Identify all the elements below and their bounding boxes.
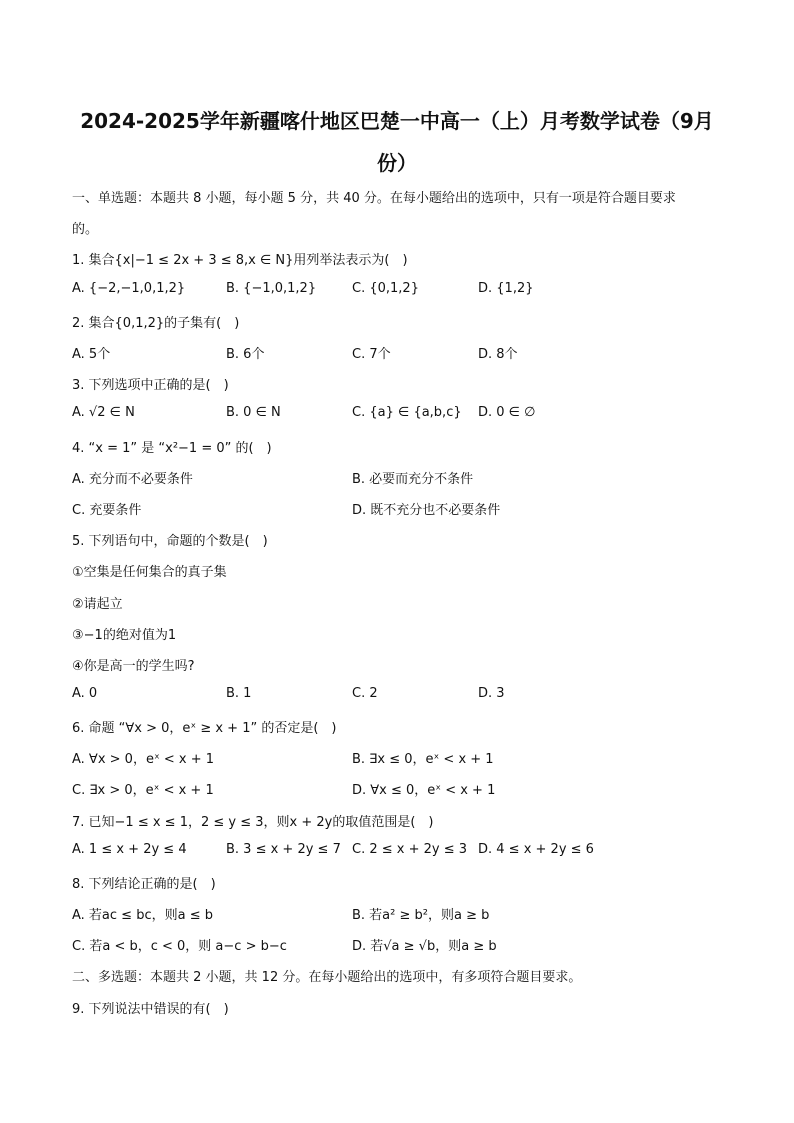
- section-1-header: 一、单选题：本题共 8 小题，每小题 5 分，共 40 分。在每小题给出的选项中，只有一项是符合题目要求: [72, 191, 676, 206]
- question-5-option-d: D. 3: [478, 686, 505, 701]
- question-6-option-a: A. ∀x > 0，eˣ < x + 1: [72, 752, 214, 767]
- question-6-option-b: B. ∃x ≤ 0，eˣ < x + 1: [352, 752, 494, 767]
- question-4-stem: 4. “x = 1” 是 “x²−1 = 0” 的( ): [72, 441, 272, 456]
- question-4-option-a: A. 充分而不必要条件: [72, 472, 193, 487]
- question-5-statement-1: ①空集是任何集合的真子集: [72, 565, 227, 580]
- question-8-stem: 8. 下列结论正确的是( ): [72, 877, 216, 892]
- question-4-option-d: D. 既不充分也不必要条件: [352, 503, 501, 518]
- question-7-option-d: D. 4 ≤ x + 2y ≤ 6: [478, 842, 594, 857]
- section-2-header: 二、多选题：本题共 2 小题，共 12 分。在每小题给出的选项中，有多项符合题目要求。: [72, 970, 582, 985]
- question-9-stem: 9. 下列说法中错误的有( ): [72, 1002, 229, 1017]
- question-6-stem: 6. 命题 “∀x > 0，eˣ ≥ x + 1” 的否定是( ): [72, 721, 337, 736]
- question-2-option-d: D. 8个: [478, 347, 518, 362]
- section-1-header-cont: 的。: [72, 222, 99, 237]
- question-7-stem: 7. 已知−1 ≤ x ≤ 1，2 ≤ y ≤ 3，则x + 2y的取值范围是( ): [72, 815, 434, 830]
- question-3-option-b: B. 0 ∈ N: [226, 405, 281, 420]
- question-1-option-b: B. {−1,0,1,2}: [226, 281, 317, 296]
- question-5-option-a: A. 0: [72, 686, 98, 701]
- question-3-option-c: C. {a} ∈ {a,b,c}: [352, 405, 462, 420]
- question-5-option-c: C. 2: [352, 686, 378, 701]
- question-8-option-a: A. 若ac ≤ bc，则a ≤ b: [72, 908, 213, 923]
- question-8-option-d: D. 若√a ≥ √b，则a ≥ b: [352, 939, 497, 954]
- question-2-stem: 2. 集合{0,1,2}的子集有( ): [72, 316, 240, 331]
- question-5-stem: 5. 下列语句中，命题的个数是( ): [72, 534, 268, 549]
- question-7-option-b: B. 3 ≤ x + 2y ≤ 7: [226, 842, 341, 857]
- question-4-option-c: C. 充要条件: [72, 503, 142, 518]
- question-2-option-b: B. 6个: [226, 347, 265, 362]
- question-8-option-c: C. 若a < b，c < 0，则 a−c > b−c: [72, 939, 287, 954]
- question-8-option-b: B. 若a² ≥ b²，则a ≥ b: [352, 908, 490, 923]
- question-5-statement-2: ②请起立: [72, 597, 123, 612]
- question-6-option-d: D. ∀x ≤ 0，eˣ < x + 1: [352, 783, 496, 798]
- exam-title-line-2: 份）: [377, 151, 417, 175]
- question-5-option-b: B. 1: [226, 686, 252, 701]
- question-5-statement-4: ④你是高一的学生吗?: [72, 659, 195, 674]
- question-4-option-b: B. 必要而充分不条件: [352, 472, 474, 487]
- question-1-option-d: D. {1,2}: [478, 281, 534, 296]
- question-1-option-c: C. {0,1,2}: [352, 281, 419, 296]
- question-7-option-c: C. 2 ≤ x + 2y ≤ 3: [352, 842, 468, 857]
- question-5-statement-3: ③−1的绝对值为1: [72, 628, 177, 643]
- question-6-option-c: C. ∃x > 0，eˣ < x + 1: [72, 783, 214, 798]
- question-3-option-a: A. √2 ∈ N: [72, 405, 135, 420]
- question-7-option-a: A. 1 ≤ x + 2y ≤ 4: [72, 842, 187, 857]
- question-3-option-d: D. 0 ∈ ∅: [478, 405, 536, 420]
- question-1-option-a: A. {−2,−1,0,1,2}: [72, 281, 186, 296]
- question-3-stem: 3. 下列选项中正确的是( ): [72, 378, 229, 393]
- exam-title: [60, 100, 734, 184]
- question-2-option-c: C. 7个: [352, 347, 391, 362]
- question-1-stem: 1. 集合{x|−1 ≤ 2x + 3 ≤ 8,x ∈ N}用列举法表示为( ): [72, 253, 408, 268]
- exam-title-line-1: 2024-2025学年新疆喀什地区巴楚一中高一（上）月考数学试卷（9月: [80, 109, 714, 133]
- question-2-option-a: A. 5个: [72, 347, 111, 362]
